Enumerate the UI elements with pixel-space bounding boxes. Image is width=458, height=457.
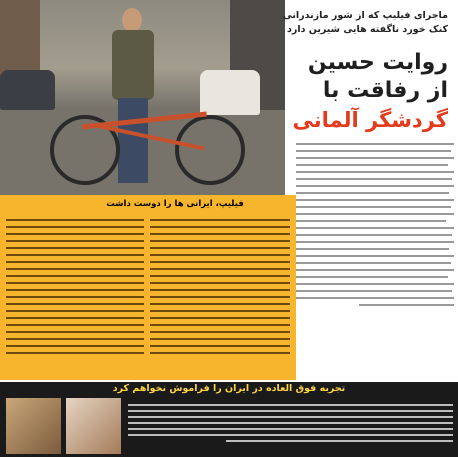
sidebar-column <box>150 214 290 374</box>
person-head <box>122 8 142 32</box>
headline: روایت حسین <box>307 50 448 75</box>
person-jacket <box>112 30 154 100</box>
bottom-text <box>128 400 453 452</box>
bottom-band-title: تجربه فوق العاده در ایران را فراموش نخواهم کرد <box>112 383 346 394</box>
photo-car <box>200 70 260 115</box>
headline: از رفاقت با <box>322 78 448 103</box>
sidebar-box-title: فیلیپ، ایرانی ها را دوست داشت <box>106 199 244 209</box>
sidebar-column <box>6 214 144 374</box>
headline-accent: گردشگر آلمانی <box>292 108 448 132</box>
bicycle-wheel-front <box>175 115 245 185</box>
photo-car <box>0 70 55 110</box>
body-column <box>296 138 454 382</box>
deck-line: کنک خورد ناگفته هایی شیرین دارد <box>286 24 448 35</box>
person-legs <box>118 98 148 183</box>
deck-line: ماجرای فیلیپ که از شور مازندرانی <box>282 10 448 21</box>
bottom-photo-hands <box>6 398 61 454</box>
bottom-photo-portrait <box>66 398 121 454</box>
hero-photo <box>0 0 285 195</box>
